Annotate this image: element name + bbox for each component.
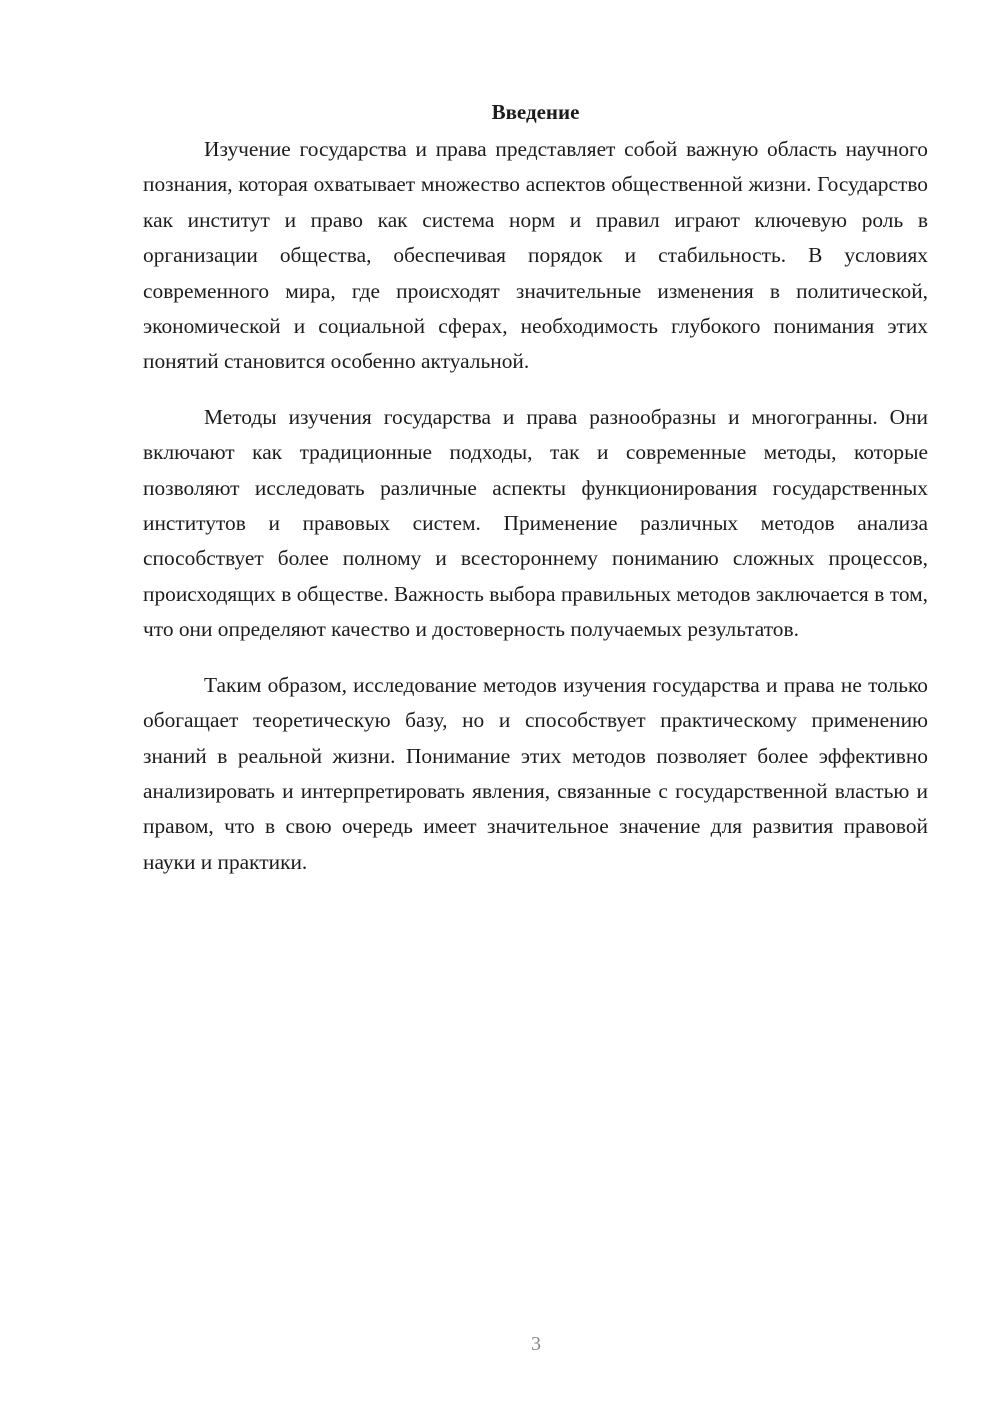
section-heading: Введение: [491, 100, 580, 124]
page-number: 3: [531, 1333, 541, 1355]
paragraph-2: Методы изучения государства и права разнообразны и многогранны. Они включают как традиционные подходы, так и современные методы, которые позволяют исследовать различные аспекты функционирования государственных институтов и правовых систем. Применение различных методов анализа способствует более полному и всестороннему пониманию сложных процессов, происходящих в обществе. Важность выбора правильных методов заключается в том, что они определяют качество и достоверность получаемых результатов.: [143, 404, 928, 642]
page-content: [143, 98, 928, 880]
paragraph-3: Таким образом, исследование методов изучения государства и права не только обогащает теоретическую базу, но и способствует практическому применению знаний в реальной жизни. Понимание этих методов позволяет более эффективно анализировать и интерпретировать явления, связанные с государственной властью и правом, что в свою очередь имеет значительное значение для развития правовой науки и практики.: [143, 672, 928, 874]
paragraph-1: Изучение государства и права представляет собой важную область научного познания, которая охватывает множество аспектов общественной жизни. Государство как институт и право как система норм и правил играют ключевую роль в организации общества, обеспечивая порядок и стабильность. В условиях современного мира, где происходят значительные изменения в политической, экономической и социальной сферах, необходимость глубокого понимания этих понятий становится особенно актуальной.: [143, 137, 928, 374]
